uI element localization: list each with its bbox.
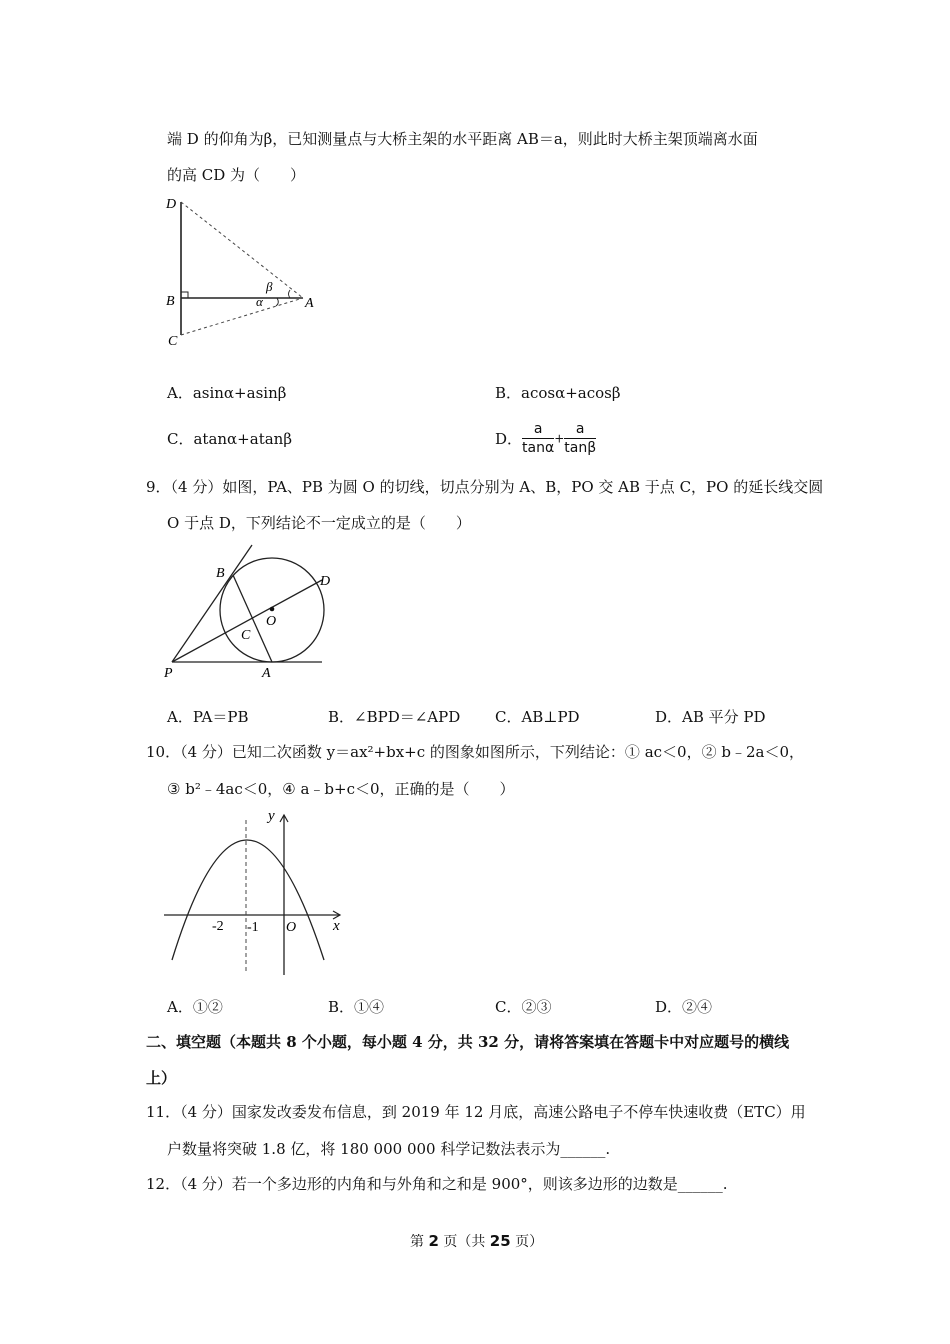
label-y: y [268, 808, 275, 824]
footer-suffix: 页） [510, 1234, 544, 1250]
label-C: C [168, 334, 178, 349]
fraction-1-den: tanα [522, 440, 555, 456]
label-o: O [286, 920, 297, 935]
right-angle-mark [181, 292, 188, 298]
label-D: D [166, 197, 177, 212]
parabola [172, 840, 324, 960]
fraction-2 [564, 420, 596, 457]
fraction-plus: + [554, 431, 565, 446]
fraction-1 [522, 420, 554, 457]
q8-figure [160, 190, 330, 350]
sight-line-d [181, 202, 303, 298]
label-O: O [266, 614, 277, 629]
label-B: B [216, 566, 225, 581]
angle-arc-alpha [276, 298, 278, 306]
label-beta: β [266, 279, 273, 294]
q8-option-a: A．asinα+asinβ [167, 384, 287, 402]
q8-option-d [495, 420, 596, 457]
q8-line2: 的高 CD 为（ ） [167, 166, 306, 184]
label-P: P [164, 666, 173, 681]
label-A: A [305, 296, 314, 311]
q8-option-b: B．acosα+acosβ [495, 384, 621, 402]
label-alpha: α [256, 294, 263, 309]
q9-figure [160, 540, 340, 685]
center-point [270, 607, 275, 612]
q9-option-c: C．AB⊥PD [495, 708, 580, 726]
q10-line2: ③ b²﹣4ac＜0，④ a﹣b+c＜0，正确的是（ ） [167, 780, 515, 798]
q10-option-a: A．①② [167, 998, 223, 1016]
section2-heading-line2: 上） [146, 1069, 177, 1087]
fraction-2-den: tanβ [564, 440, 597, 456]
label-neg1: -1 [247, 920, 259, 935]
q10-line1: 10．（4 分）已知二次函数 y＝ax²+bx+c 的图象如图所示，下列结论：① ac＜0，② b﹣2a＜0， [146, 743, 804, 761]
label-A: A [262, 666, 271, 681]
q9-option-b: B．∠BPD＝∠APD [328, 708, 461, 726]
angle-arc-beta [289, 290, 291, 298]
sight-line-c [181, 298, 303, 335]
q8-option-d-prefix: D． [495, 430, 523, 448]
q9-line1: 9．（4 分）如图，PA、PB 为圆 O 的切线，切点分别为 A、B，PO 交 AB 于点 C，PO 的延长线交圆 [146, 478, 824, 496]
line-pd [172, 580, 322, 662]
fraction-1-num: a [522, 420, 554, 439]
q10-option-b: B．①④ [328, 998, 385, 1016]
q8-option-c: C．atanα+atanβ [167, 430, 292, 448]
q11-line2: 户数量将突破 1.8 亿，将 180 000 000 科学记数法表示为______. [167, 1140, 611, 1158]
section2-heading-line1: 二、填空题（本题共 8 个小题，每小题 4 分，共 32 分，请将答案填在答题卡中对应题号的横线 [146, 1033, 790, 1051]
label-neg2: -2 [212, 919, 224, 934]
label-B: B [166, 294, 175, 309]
footer-page-number: 2 [428, 1232, 439, 1250]
label-D: D [320, 574, 331, 589]
q10-option-c: C．②③ [495, 998, 552, 1016]
footer-prefix: 第 [410, 1234, 429, 1250]
footer-middle: 页（共 [438, 1234, 490, 1250]
q11-line1: 11．（4 分）国家发改委发布信息，到 2019 年 12 月底，高速公路电子不停车快速收费（ETC）用 [146, 1103, 806, 1121]
fraction-2-num: a [564, 420, 596, 439]
footer-total-pages: 25 [489, 1232, 511, 1250]
q8-line1: 端 D 的仰角为β，已知测量点与大桥主架的水平距离 AB＝a，则此时大桥主架顶端离水面 [167, 130, 758, 148]
q9-line2: O 于点 D，下列结论不一定成立的是（ ） [167, 514, 471, 532]
tangent-pb [172, 545, 252, 662]
label-C: C [241, 628, 251, 643]
q9-option-a: A．PA＝PB [167, 708, 249, 726]
q9-option-d: D．AB 平分 PD [655, 708, 766, 726]
q10-option-d: D．②④ [655, 998, 713, 1016]
q10-figure [160, 800, 350, 980]
q12-line1: 12．（4 分）若一个多边形的内角和与外角和之和是 900°，则该多边形的边数是______. [146, 1175, 728, 1193]
label-x: x [333, 918, 340, 934]
page-footer [410, 1231, 543, 1251]
